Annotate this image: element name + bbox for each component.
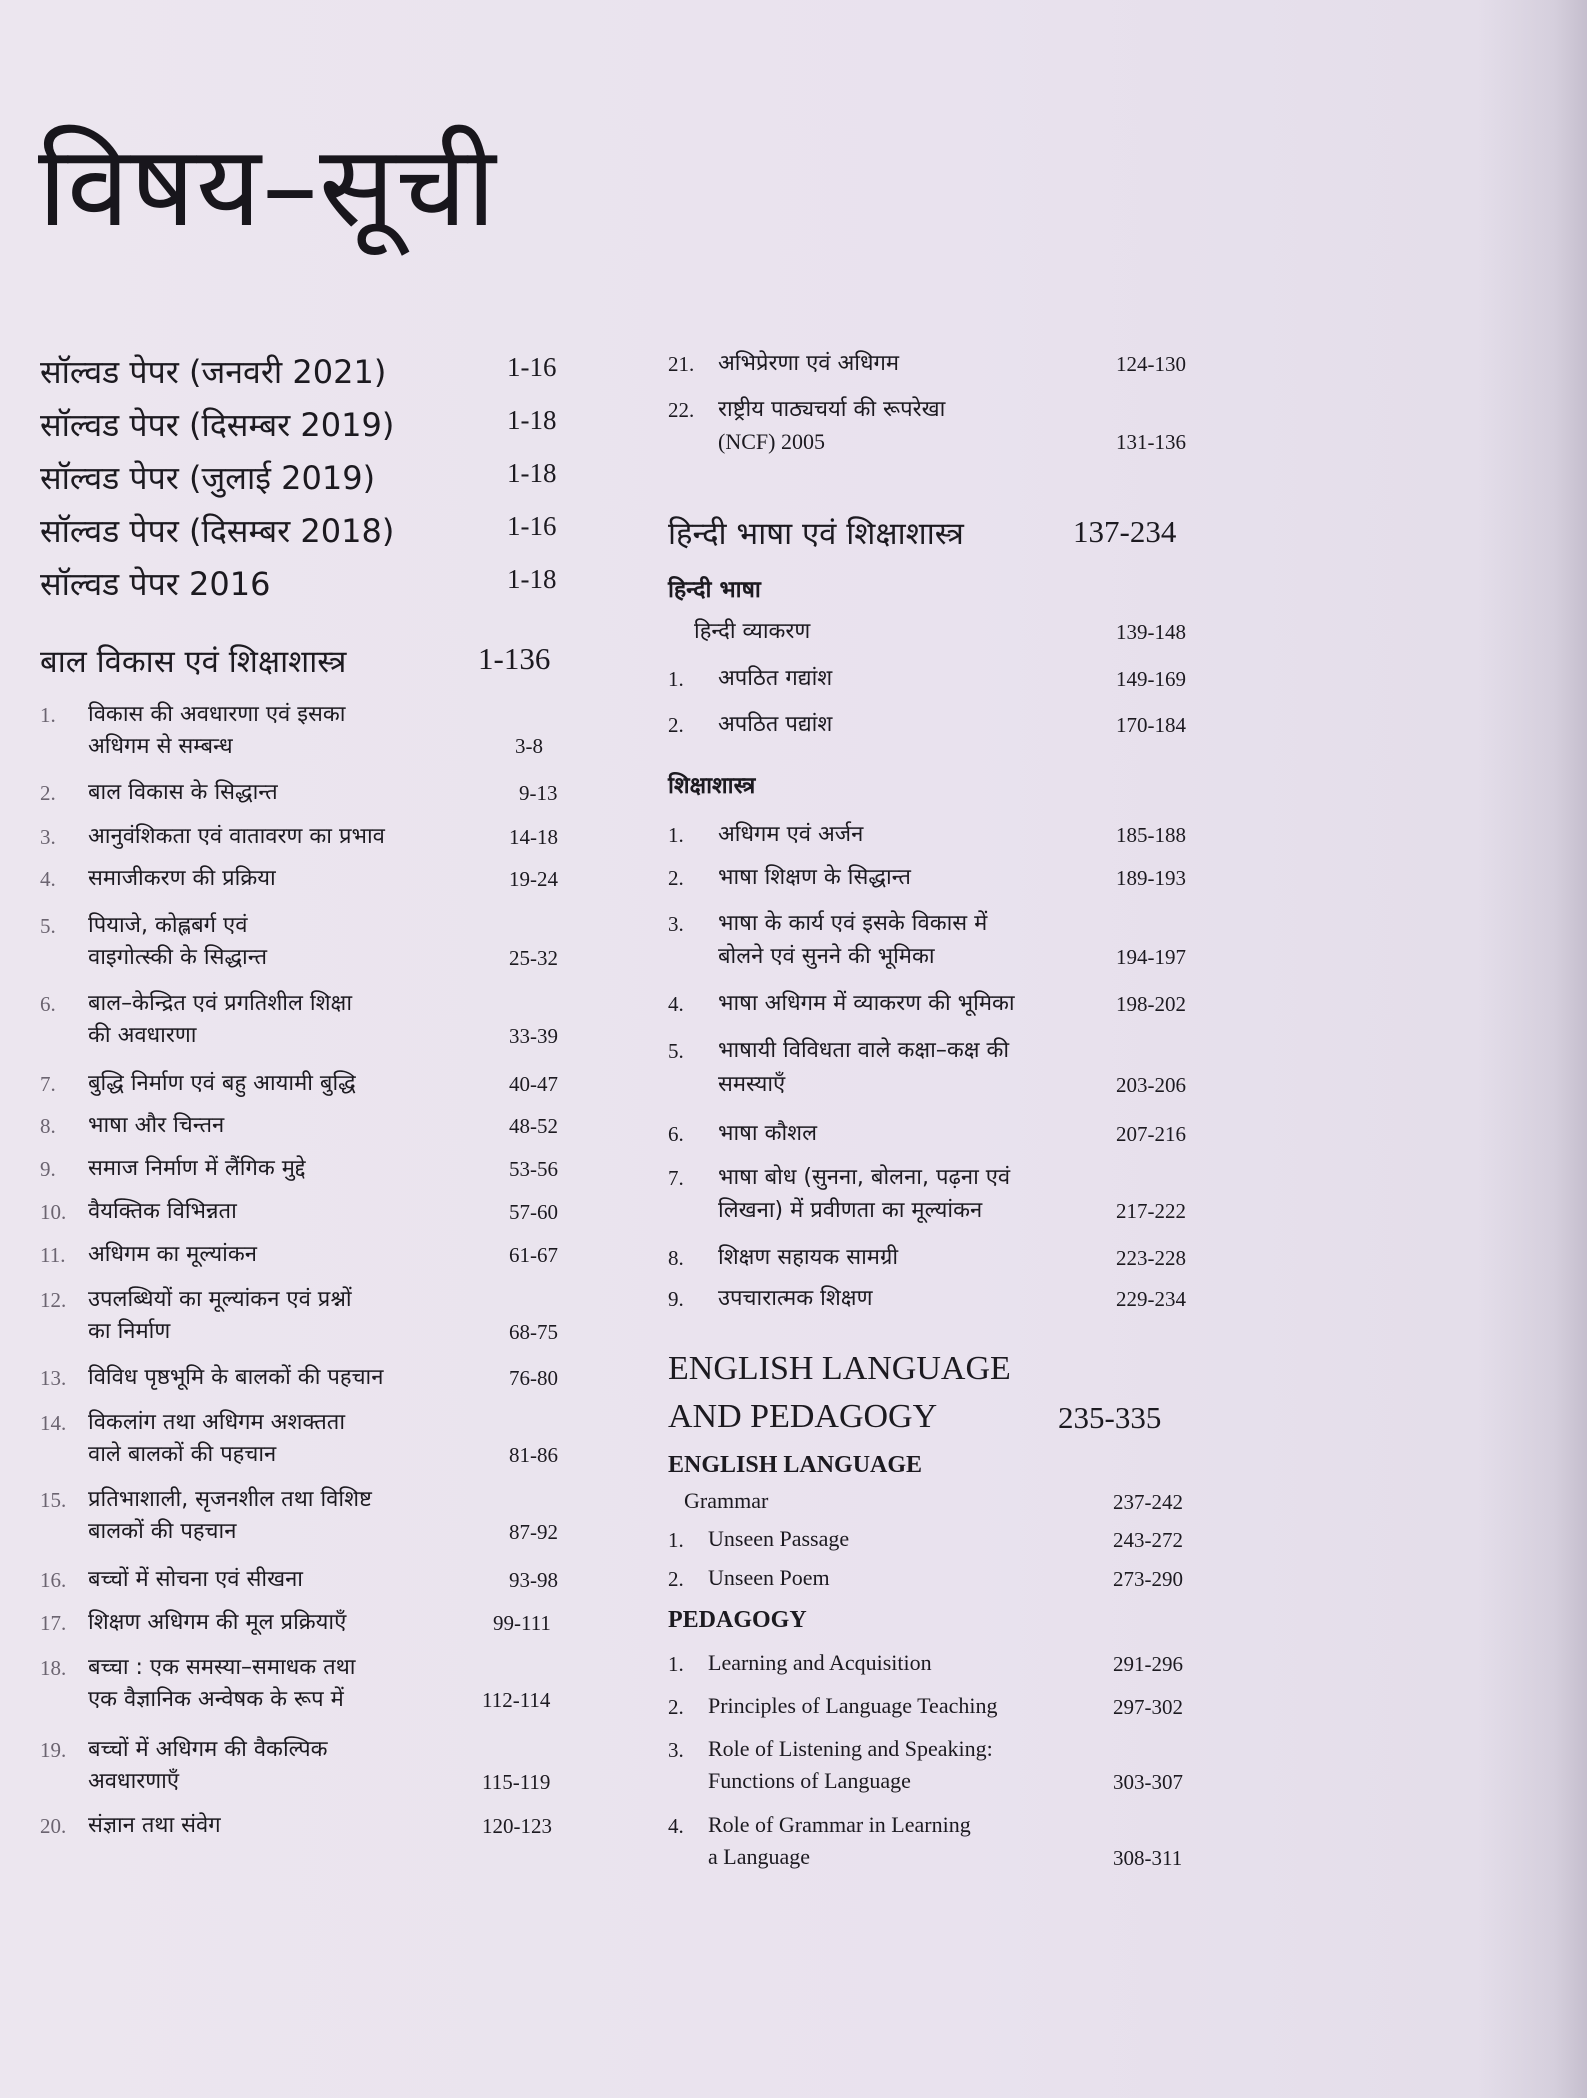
- item-pages: 170-184: [1116, 713, 1186, 737]
- item-pages: 308-311: [1113, 1846, 1183, 1870]
- item-number: 8.: [668, 1246, 684, 1270]
- item-title: बाल–केन्द्रित एवं प्रगतिशील शिक्षा: [88, 991, 353, 1016]
- item-number: 1.: [40, 703, 56, 727]
- item-title-cont: लिखना) में प्रवीणता का मूल्यांकन: [718, 1198, 983, 1223]
- item-pages: 149-169: [1116, 667, 1186, 691]
- item-number: 4.: [40, 867, 56, 891]
- item-title: बच्चा : एक समस्या–समाधक तथा: [88, 1655, 356, 1680]
- item-pages: 33-39: [509, 1024, 558, 1048]
- item-pages: 223-228: [1116, 1246, 1186, 1270]
- item-number: 5.: [668, 1039, 684, 1063]
- item-number: 6.: [668, 1122, 684, 1146]
- item-title: समाज निर्माण में लैंगिक मुद्दे: [88, 1156, 306, 1181]
- item-pages: 229-234: [1116, 1287, 1186, 1311]
- subsection-heading: ENGLISH LANGUAGE: [668, 1452, 923, 1478]
- item-pages: 93-98: [509, 1568, 558, 1592]
- item-pages: 120-123: [482, 1814, 552, 1838]
- item-title: हिन्दी व्याकरण: [694, 619, 811, 644]
- item-pages: 243-272: [1113, 1528, 1183, 1552]
- item-title-cont: a Language: [708, 1844, 810, 1869]
- item-number: 22.: [668, 398, 695, 422]
- item-pages: 99-111: [493, 1611, 551, 1635]
- item-title: शिक्षण सहायक सामग्री: [718, 1245, 899, 1270]
- item-title: Unseen Poem: [708, 1565, 830, 1590]
- item-pages: 291-296: [1113, 1652, 1183, 1676]
- subsection-heading: शिक्षाशास्त्र: [668, 773, 756, 799]
- item-number: 13.: [40, 1366, 67, 1390]
- item-title: अभिप्रेरणा एवं अधिगम: [718, 351, 900, 376]
- item-number: 2.: [668, 1567, 684, 1591]
- item-pages: 112-114: [482, 1688, 551, 1712]
- item-pages: 81-86: [509, 1443, 558, 1467]
- solved-paper-pages: 1-18: [507, 405, 557, 435]
- item-title: आनुवंशिकता एवं वातावरण का प्रभाव: [88, 824, 385, 849]
- item-number: 2.: [668, 1695, 684, 1719]
- item-number: 18.: [40, 1656, 67, 1680]
- item-title: भाषा बोध (सुनना, बोलना, पढ़ना एवं: [718, 1165, 1011, 1190]
- item-title: प्रतिभाशाली, सृजनशील तथा विशिष्ट: [88, 1487, 372, 1512]
- item-title-cont: का निर्माण: [88, 1319, 171, 1344]
- item-title: समाजीकरण की प्रक्रिया: [88, 866, 276, 891]
- item-title: बुद्धि निर्माण एवं बहु आयामी बुद्धि: [88, 1071, 356, 1096]
- item-title: संज्ञान तथा संवेग: [88, 1813, 221, 1838]
- item-number: 8.: [40, 1114, 56, 1138]
- item-title: भाषा कौशल: [718, 1121, 818, 1146]
- item-title: बच्चों में सोचना एवं सीखना: [88, 1567, 303, 1592]
- item-pages: 139-148: [1116, 620, 1186, 644]
- item-title: भाषा अधिगम में व्याकरण की भूमिका: [718, 991, 1015, 1016]
- item-number: 5.: [40, 914, 56, 938]
- solved-paper-pages: 1-18: [507, 458, 557, 488]
- item-title: अपठित पद्यांश: [718, 712, 833, 737]
- item-pages: 115-119: [482, 1770, 551, 1794]
- item-title-cont: (NCF) 2005: [718, 429, 825, 454]
- item-number: 12.: [40, 1288, 67, 1312]
- item-number: 3.: [668, 1738, 684, 1762]
- item-pages: 57-60: [509, 1200, 558, 1224]
- item-title: विकास की अवधारणा एवं इसका: [88, 702, 346, 727]
- item-pages: 76-80: [509, 1366, 558, 1390]
- item-pages: 48-52: [509, 1114, 558, 1138]
- item-pages: 3-8: [515, 734, 543, 758]
- section-pages: 1-136: [478, 641, 551, 676]
- item-title: विविध पृष्ठभूमि के बालकों की पहचान: [88, 1365, 384, 1390]
- item-number: 1.: [668, 1528, 684, 1552]
- item-number: 9.: [40, 1157, 56, 1181]
- solved-paper-label: सॉल्वड पेपर (जुलाई 2019): [40, 459, 376, 497]
- item-number: 1.: [668, 667, 684, 691]
- item-number: 21.: [668, 352, 695, 376]
- item-pages: 53-56: [509, 1157, 558, 1181]
- item-pages: 217-222: [1116, 1199, 1186, 1223]
- section-heading-english-cont: AND PEDAGOGY: [668, 1398, 938, 1435]
- item-pages: 189-193: [1116, 866, 1186, 890]
- item-number: 4.: [668, 992, 684, 1016]
- item-pages: 203-206: [1116, 1073, 1186, 1097]
- item-title-cont: अधिगम से सम्बन्ध: [88, 734, 233, 759]
- item-title: वैयक्तिक विभिन्नता: [88, 1199, 237, 1224]
- item-title-cont: की अवधारणा: [88, 1023, 197, 1048]
- item-number: 15.: [40, 1488, 67, 1512]
- item-number: 3.: [40, 825, 56, 849]
- item-title: पियाजे, कोह्लबर्ग एवं: [88, 913, 248, 938]
- item-pages: 124-130: [1116, 352, 1186, 376]
- item-title-cont: एक वैज्ञानिक अन्वेषक के रूप में: [88, 1687, 344, 1712]
- solved-paper-pages: 1-18: [507, 564, 557, 594]
- item-title-cont: समस्याएँ: [718, 1072, 786, 1097]
- section-pages: 235-335: [1058, 1400, 1162, 1435]
- item-pages: 237-242: [1113, 1490, 1183, 1514]
- item-number: 20.: [40, 1814, 67, 1838]
- item-number: 11.: [40, 1243, 66, 1267]
- item-pages: 297-302: [1113, 1695, 1183, 1719]
- section-pages: 137-234: [1073, 514, 1177, 549]
- section-heading-english: ENGLISH LANGUAGE: [668, 1350, 1011, 1387]
- solved-paper-pages: 1-16: [507, 352, 557, 382]
- item-title-cont: वाइगोत्स्की के सिद्धान्त: [88, 945, 268, 970]
- solved-paper-label: सॉल्वड पेपर (दिसम्बर 2018): [40, 512, 395, 550]
- item-pages: 207-216: [1116, 1122, 1186, 1146]
- subsection-heading: PEDAGOGY: [668, 1607, 807, 1633]
- item-number: 2.: [40, 781, 56, 805]
- item-title-cont: बोलने एवं सुनने की भूमिका: [718, 944, 935, 969]
- item-title: राष्ट्रीय पाठ्यचर्या की रूपरेखा: [718, 397, 946, 422]
- item-number: 7.: [668, 1166, 684, 1190]
- item-pages: 303-307: [1113, 1770, 1183, 1794]
- item-title: अधिगम का मूल्यांकन: [88, 1242, 257, 1267]
- item-title: Role of Listening and Speaking:: [708, 1736, 993, 1761]
- item-pages: 14-18: [509, 825, 558, 849]
- item-pages: 185-188: [1116, 823, 1186, 847]
- item-title-cont: वाले बालकों की पहचान: [88, 1442, 277, 1467]
- item-number: 14.: [40, 1411, 67, 1435]
- item-pages: 87-92: [509, 1520, 558, 1544]
- item-pages: 131-136: [1116, 430, 1186, 454]
- subsection-heading: हिन्दी भाषा: [668, 577, 761, 603]
- item-pages: 9-13: [519, 781, 558, 805]
- item-number: 2.: [668, 713, 684, 737]
- item-title: शिक्षण अधिगम की मूल प्रक्रियाएँ: [88, 1610, 347, 1635]
- item-pages: 68-75: [509, 1320, 558, 1344]
- item-title: Unseen Passage: [708, 1526, 850, 1551]
- section-heading-child-development: बाल विकास एवं शिक्षाशास्त्र: [40, 644, 347, 680]
- item-title: Role of Grammar in Learning: [708, 1812, 971, 1837]
- item-number: 4.: [668, 1814, 684, 1838]
- item-pages: 273-290: [1113, 1567, 1183, 1591]
- item-title: अधिगम एवं अर्जन: [718, 822, 864, 847]
- solved-paper-label: सॉल्वड पेपर (जनवरी 2021): [40, 353, 387, 391]
- solved-paper-pages: 1-16: [507, 511, 557, 541]
- item-number: 19.: [40, 1738, 67, 1762]
- item-title: भाषा के कार्य एवं इसके विकास में: [718, 911, 988, 936]
- section-heading-hindi: हिन्दी भाषा एवं शिक्षाशास्त्र: [668, 516, 964, 552]
- item-title: अपठित गद्यांश: [718, 666, 833, 691]
- item-title-cont: Functions of Language: [708, 1768, 911, 1793]
- item-title: भाषायी विविधता वाले कक्षा–कक्ष की: [718, 1038, 1010, 1063]
- item-title: उपलब्धियों का मूल्यांकन एवं प्रश्नों: [88, 1287, 352, 1312]
- item-number: 17.: [40, 1611, 67, 1635]
- item-pages: 198-202: [1116, 992, 1186, 1016]
- page-edge-shadow: [1477, 0, 1587, 2098]
- solved-paper-label: सॉल्वड पेपर (दिसम्बर 2019): [40, 406, 395, 444]
- item-title: Grammar: [684, 1488, 769, 1513]
- item-title: भाषा और चिन्तन: [88, 1113, 225, 1138]
- item-pages: 19-24: [509, 867, 558, 891]
- item-title-cont: बालकों की पहचान: [88, 1519, 237, 1544]
- item-title: बाल विकास के सिद्धान्त: [88, 780, 278, 805]
- item-number: 16.: [40, 1568, 67, 1592]
- page-title: विषय–सूची: [38, 122, 497, 252]
- item-title: उपचारात्मक शिक्षण: [718, 1286, 873, 1311]
- item-pages: 61-67: [509, 1243, 558, 1267]
- item-number: 7.: [40, 1072, 56, 1096]
- item-title: बच्चों में अधिगम की वैकल्पिक: [88, 1737, 328, 1762]
- item-pages: 194-197: [1116, 945, 1186, 969]
- item-number: 6.: [40, 992, 56, 1016]
- item-title: Principles of Language Teaching: [708, 1693, 998, 1718]
- item-pages: 25-32: [509, 946, 558, 970]
- item-title: Learning and Acquisition: [708, 1650, 932, 1675]
- item-title-cont: अवधारणाएँ: [88, 1769, 180, 1794]
- item-pages: 40-47: [509, 1072, 558, 1096]
- item-number: 1.: [668, 823, 684, 847]
- item-number: 1.: [668, 1652, 684, 1676]
- item-number: 2.: [668, 866, 684, 890]
- solved-paper-label: सॉल्वड पेपर 2016: [40, 565, 271, 603]
- item-number: 9.: [668, 1287, 684, 1311]
- item-number: 10.: [40, 1200, 67, 1224]
- item-title: भाषा शिक्षण के सिद्धान्त: [718, 865, 911, 890]
- item-number: 3.: [668, 912, 684, 936]
- item-title: विकलांग तथा अधिगम अशक्तता: [88, 1410, 346, 1435]
